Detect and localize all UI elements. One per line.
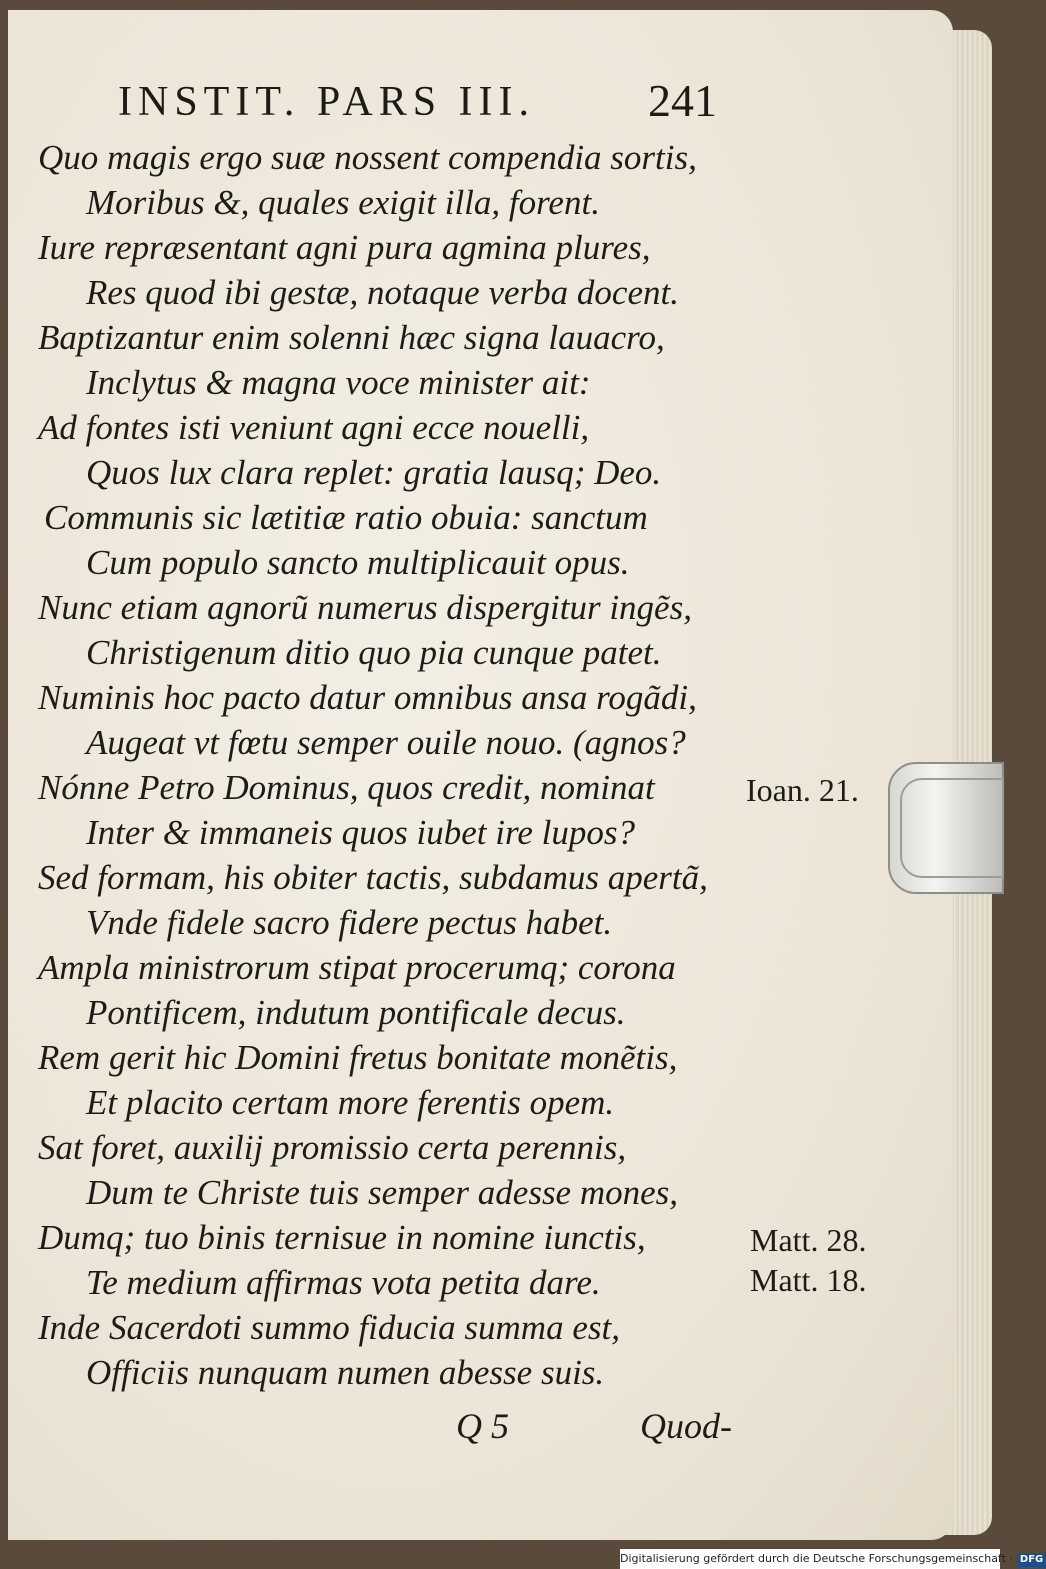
- verse-line-2: Moribus &, quales exigit illa, forent.: [86, 183, 600, 222]
- margin-note-matt-28: Matt. 28.: [750, 1222, 867, 1258]
- verse-line-17: Sed formam, his obiter tactis, subdamus apertã,: [38, 858, 708, 897]
- verse-line-25: Dumq; tuo binis ternisue in nomine iunctis,: [38, 1218, 646, 1257]
- margin-note-matt-18: Matt. 18.: [750, 1262, 867, 1298]
- verse-line-13: Numinis hoc pacto datur omnibus ansa rogãdi,: [38, 678, 697, 717]
- verse-line-21: Rem gerit hic Domini fretus bonitate monẽtis,: [38, 1038, 678, 1077]
- page-number: 241: [648, 75, 717, 126]
- verse-line-28: Officiis nunquam numen abesse suis.: [86, 1353, 605, 1392]
- catchword: Quod-: [640, 1406, 732, 1446]
- verse-line-22: Et placito certam more ferentis opem.: [86, 1083, 615, 1122]
- verse-line-20: Pontificem, indutum pontificale decus.: [86, 993, 626, 1032]
- verse-line-18: Vnde fidele sacro fidere pectus habet.: [86, 903, 613, 942]
- verse-line-11: Nunc etiam agnorũ numerus dispergitur ingẽs,: [38, 588, 692, 627]
- digitization-credit: [620, 1549, 1044, 1569]
- running-title: INSTIT. PARS III.: [118, 79, 536, 125]
- verse-line-6: Inclytus & magna voce minister ait:: [86, 363, 591, 402]
- verse-line-19: Ampla ministrorum stipat procerumq; corona: [38, 948, 676, 987]
- margin-note-ioan: Ioan. 21.: [746, 772, 859, 808]
- credit-text: Digitalisierung gefördert durch die Deutsche Forschungsgemeinschaft ·: [620, 1552, 1013, 1565]
- verse-line-5: Baptizantur enim solenni hæc signa lauacro,: [38, 318, 665, 357]
- dfg-logo: DFG: [1017, 1553, 1046, 1567]
- verse-line-3: Iure repræsentant agni pura agmina plures,: [38, 228, 651, 267]
- verse-line-1: Quo magis ergo suæ nossent compendia sortis,: [38, 138, 697, 177]
- verse-line-10: Cum populo sancto multiplicauit opus.: [86, 543, 630, 582]
- verse-line-7: Ad fontes isti veniunt agni ecce nouelli,: [38, 408, 590, 447]
- verse-line-8: Quos lux clara replet: gratia lausq; Deo.: [86, 453, 662, 492]
- clasp-inner: [900, 778, 1004, 878]
- signature-mark: Q 5: [456, 1406, 509, 1446]
- verse-line-26: Te medium affirmas vota petita dare.: [86, 1263, 601, 1302]
- verse-line-16: Inter & immaneis quos iubet ire lupos?: [86, 813, 635, 852]
- verse-line-4: Res quod ibi gestæ, notaque verba docent.: [86, 273, 679, 312]
- verse-line-27: Inde Sacerdoti summo fiducia summa est,: [38, 1308, 620, 1347]
- verse-line-9: Communis sic lætitiæ ratio obuia: sanctum: [44, 498, 648, 537]
- verse-line-24: Dum te Christe tuis semper adesse mones,: [86, 1173, 679, 1212]
- verse-line-23: Sat foret, auxilij promissio certa perennis,: [38, 1128, 627, 1167]
- verse-line-15: Nónne Petro Dominus, quos credit, nominat: [38, 768, 655, 807]
- verse-line-12: Christigenum ditio quo pia cunque patet.: [86, 633, 662, 672]
- verse-line-14: Augeat vt fœtu semper ouile nouo. (agnos?: [86, 723, 686, 762]
